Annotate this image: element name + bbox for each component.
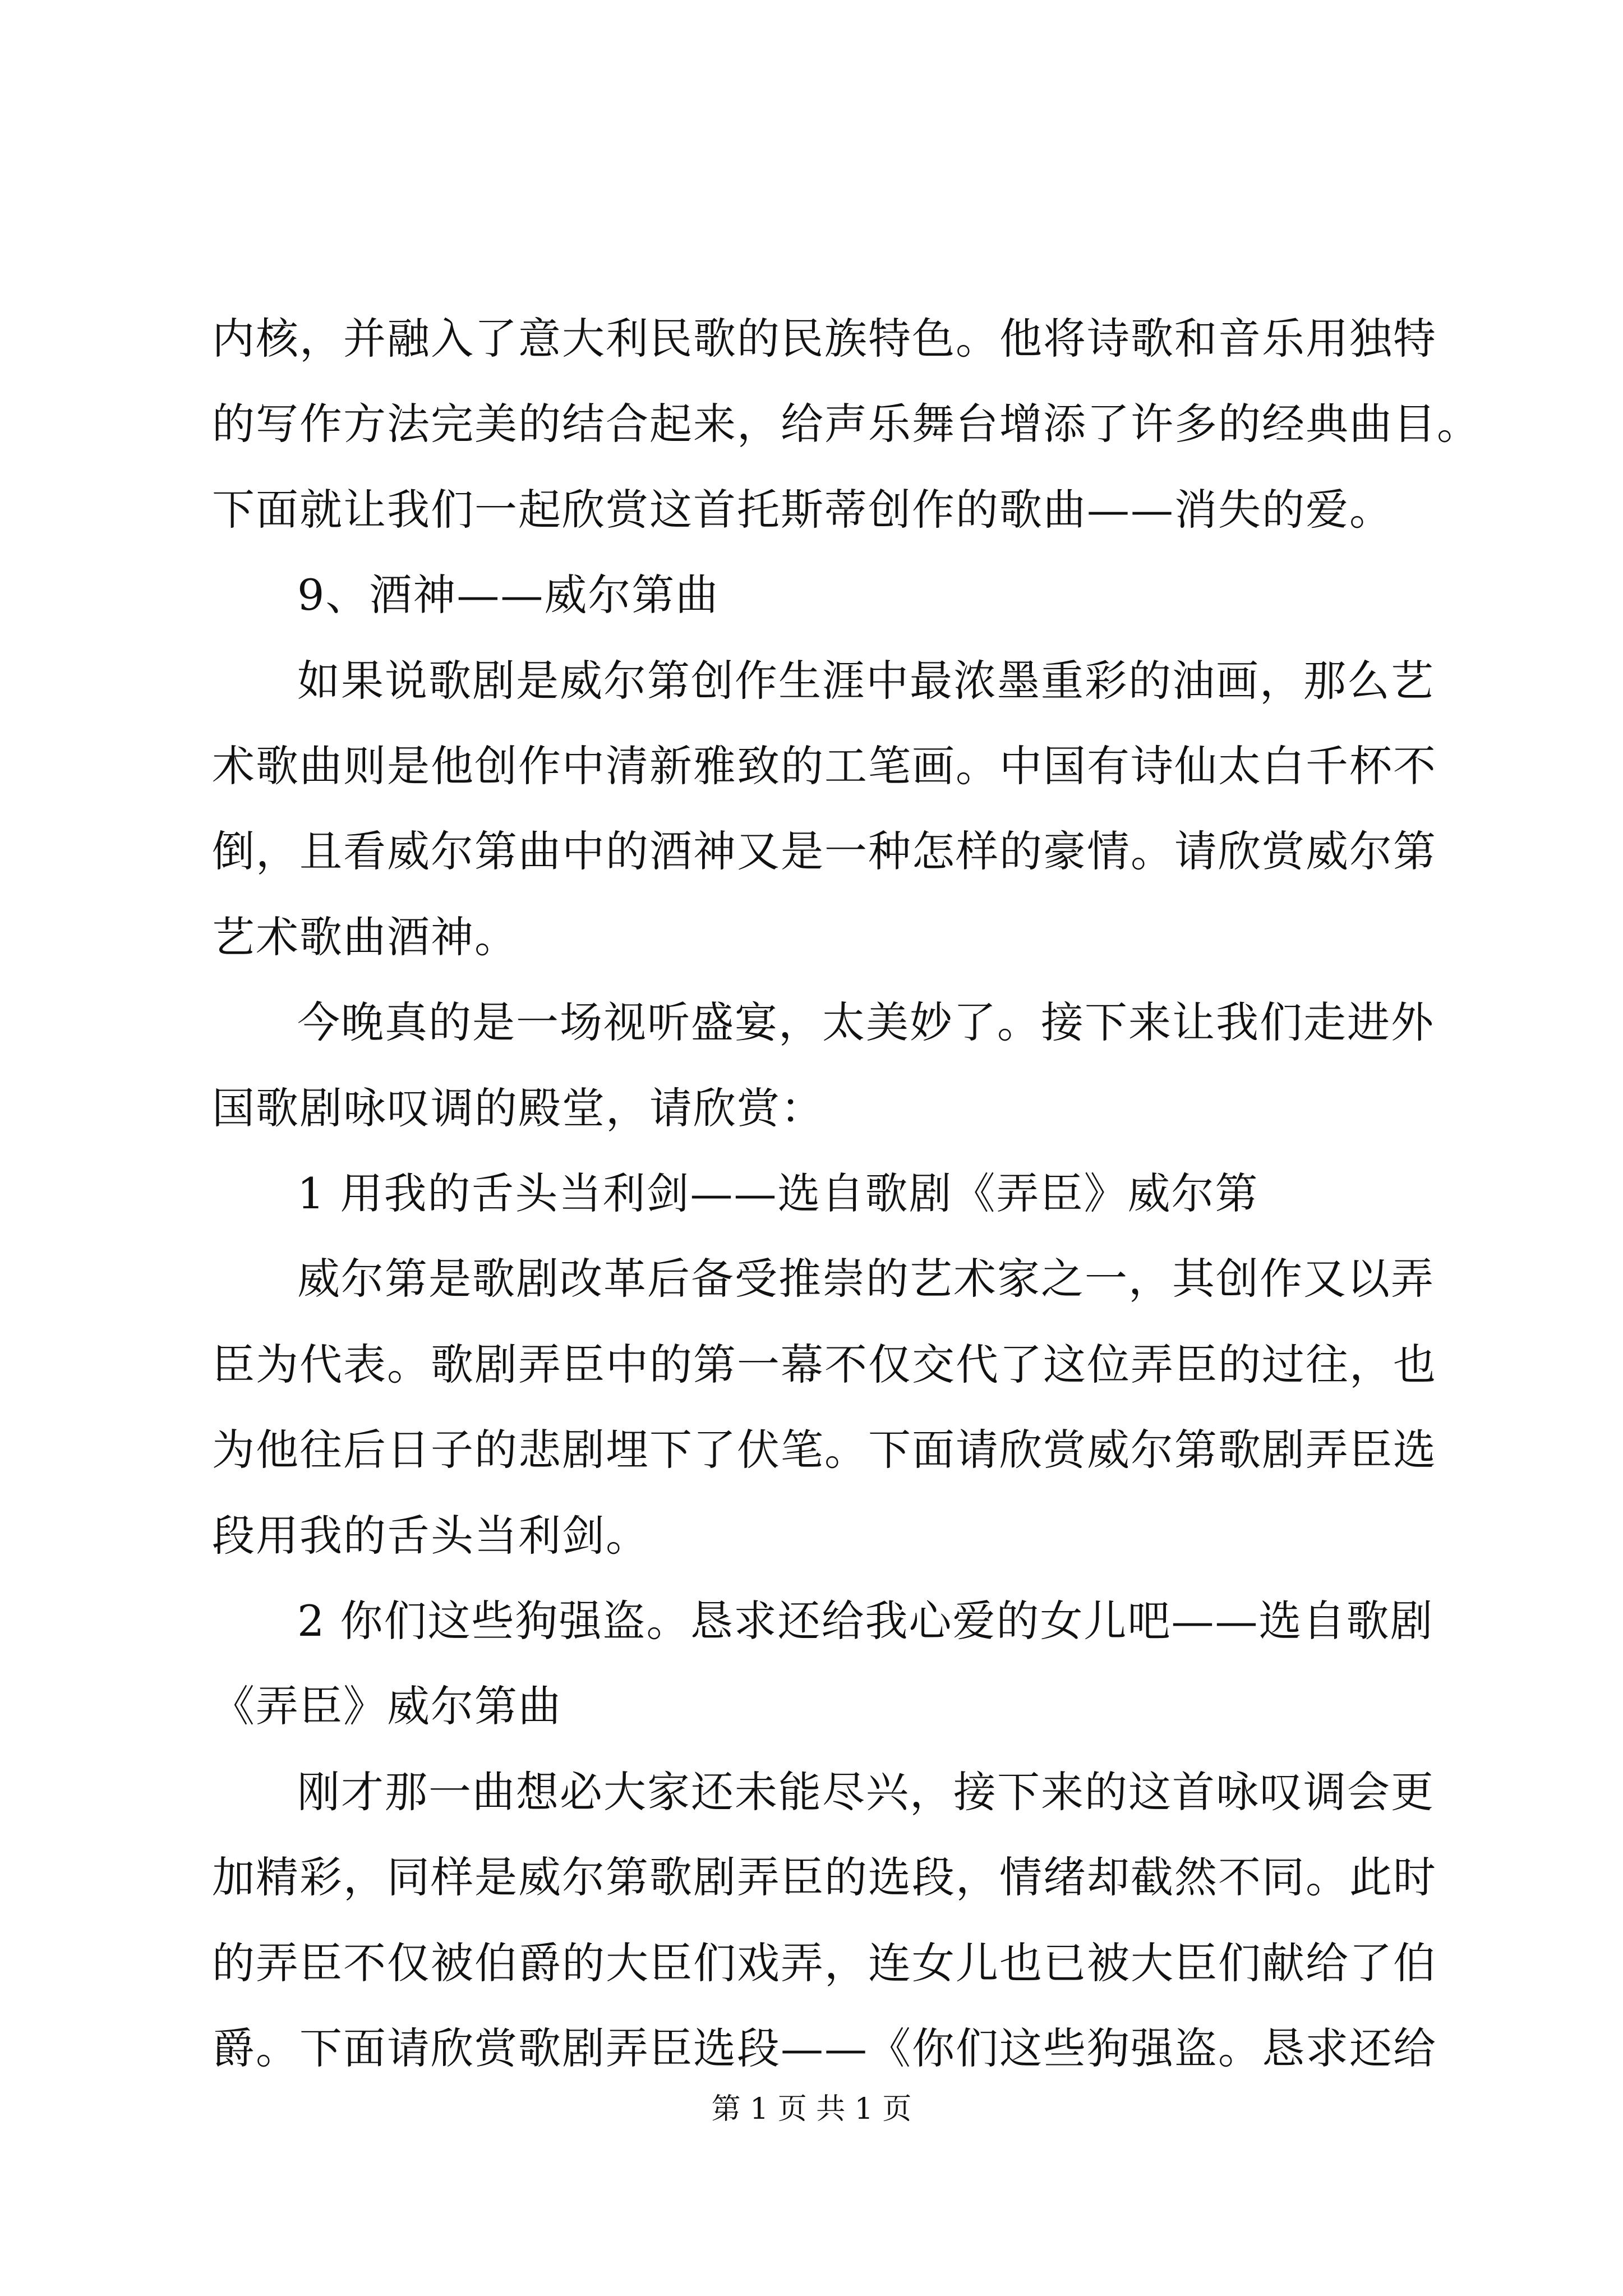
section-heading: 9、酒神——威尔第曲 — [297, 570, 720, 620]
paragraph-line: 国歌剧咏叹调的殿堂，请欣赏： — [212, 1083, 824, 1133]
paragraph-line: 今晚真的是一场视听盛宴，太美妙了。接下来让我们走进外 — [297, 997, 1435, 1047]
paragraph-line: 为他往后日子的悲剧埋下了伏笔。下面请欣赏威尔第歌剧弄臣选 — [212, 1425, 1437, 1475]
paragraph-line: 臣为代表。歌剧弄臣中的第一幕不仅交代了这位弄臣的过往，也 — [212, 1340, 1437, 1389]
paragraph-line: 如果说歌剧是威尔第创作生涯中最浓墨重彩的油画，那么艺 — [297, 656, 1435, 706]
paragraph-line: 威尔第是歌剧改革后备受推崇的艺术家之一，其创作又以弄 — [297, 1254, 1435, 1304]
paragraph-line: 爵。下面请欣赏歌剧弄臣选段——《你们这些狗强盗。恳求还给 — [212, 2023, 1437, 2073]
paragraph-line: 艺术歌曲酒神。 — [212, 912, 518, 962]
paragraph-line: 下面就让我们一起欣赏这首托斯蒂创作的歌曲——消失的爱。 — [212, 485, 1393, 535]
section-heading: 2 你们这些狗强盗。恳求还给我心爱的女儿吧——选自歌剧 — [297, 1596, 1434, 1646]
paragraph-line: 倒，且看威尔第曲中的酒神又是一种怎样的豪情。请欣赏威尔第 — [212, 826, 1437, 876]
paragraph-line: 术歌曲则是他创作中清新雅致的工笔画。中国有诗仙太白千杯不 — [212, 741, 1437, 791]
paragraph-line: 加精彩，同样是威尔第歌剧弄臣的选段，情绪却截然不同。此时 — [212, 1852, 1437, 1902]
paragraph-line: 刚才那一曲想必大家还未能尽兴，接下来的这首咏叹调会更 — [297, 1767, 1435, 1817]
paragraph-line: 段用我的舌头当利剑。 — [212, 1511, 649, 1561]
section-heading: 1 用我的舌头当利剑——选自歌剧《弄臣》威尔第 — [297, 1168, 1259, 1218]
paragraph-line: 的弄臣不仅被伯爵的大臣们戏弄，连女儿也已被大臣们献给了伯 — [212, 1938, 1437, 1988]
page-footer: 第 1 页 共 1 页 — [711, 2092, 912, 2126]
section-heading: 《弄臣》威尔第曲 — [212, 1681, 562, 1731]
paragraph-line: 的写作方法完美的结合起来，给声乐舞台增添了许多的经典曲目。 — [212, 399, 1481, 449]
paragraph-line: 内核，并融入了意大利民歌的民族特色。他将诗歌和音乐用独特 — [212, 314, 1437, 364]
